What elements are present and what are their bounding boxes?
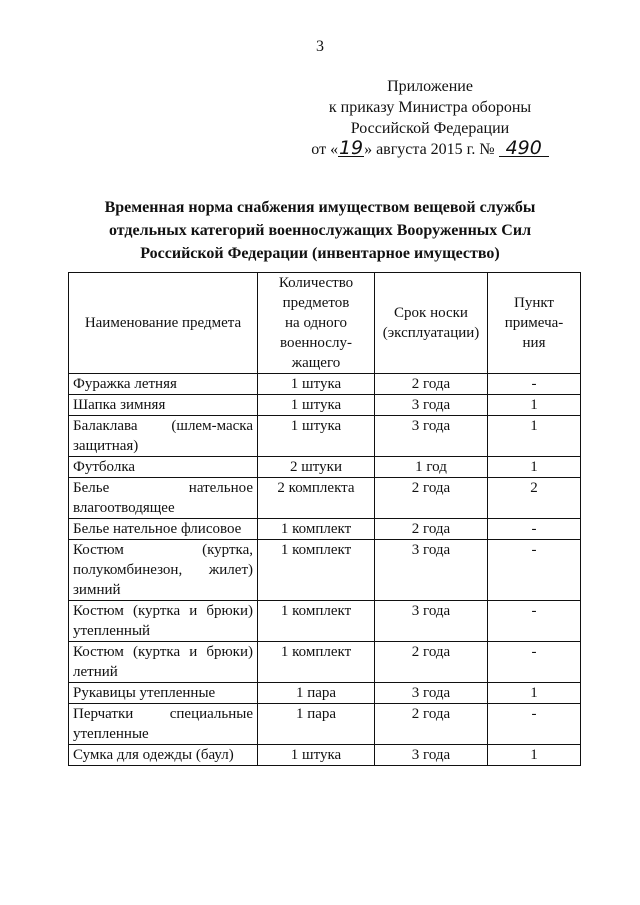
cell-name: Рукавицы утепленные	[69, 683, 258, 704]
cell-name: Шапка зимняя	[69, 395, 258, 416]
header-note-line: Пункт	[513, 295, 554, 311]
table-row	[69, 519, 581, 540]
appendix-line-2: к приказу Министра обороны	[328, 99, 532, 116]
title-line-2: отдельных категорий военнослужащих Вооруженных Сил	[108, 222, 532, 239]
table-row	[69, 683, 581, 704]
cell-quantity: 1 комплект	[258, 601, 375, 642]
cell-note: -	[488, 601, 581, 642]
table-row	[69, 704, 581, 745]
header-note	[488, 273, 581, 374]
appendix-line-3: Российской Федерации	[350, 120, 510, 137]
header-quantity-line: военнослу-	[280, 335, 352, 351]
cell-note: 1	[488, 416, 581, 457]
cell-quantity: 1 комплект	[258, 540, 375, 601]
cell-name: Сумка для одежды (баул)	[69, 745, 258, 766]
cell-term: 3 года	[375, 416, 488, 457]
cell-term: 2 года	[375, 374, 488, 395]
cell-note: 1	[488, 683, 581, 704]
cell-quantity: 1 комплект	[258, 642, 375, 683]
title-line-3: Российской Федерации (инвентарное имущество)	[140, 245, 500, 262]
cell-quantity: 2 штуки	[258, 457, 375, 478]
table-row	[69, 395, 581, 416]
cell-note: 1	[488, 457, 581, 478]
cell-quantity: 1 штука	[258, 416, 375, 457]
header-name: Наименование предмета	[69, 273, 258, 374]
header-note-line: ния	[522, 335, 546, 351]
date-prefix: от «	[311, 141, 339, 158]
cell-term: 2 года	[375, 478, 488, 519]
cell-note: -	[488, 519, 581, 540]
cell-name: Футболка	[69, 457, 258, 478]
cell-term: 1 год	[375, 457, 488, 478]
table-row	[69, 416, 581, 457]
date-suffix: » августа 2015 г. №	[364, 141, 495, 158]
cell-quantity: 1 штука	[258, 745, 375, 766]
header-quantity-line: Количество	[278, 275, 354, 291]
cell-note: 1	[488, 745, 581, 766]
header-note-line: примеча-	[504, 315, 564, 331]
cell-term: 2 года	[375, 704, 488, 745]
cell-name: Костюм (куртка и брюки) летний	[69, 642, 258, 683]
header-quantity-line: на одного	[285, 315, 347, 331]
table-row	[69, 457, 581, 478]
table-row	[69, 478, 581, 519]
table-row	[69, 374, 581, 395]
header-quantity	[258, 273, 375, 374]
header-term-line: Срок носки	[394, 305, 468, 321]
title-line-1: Временная норма снабжения имуществом вещевой службы	[104, 199, 536, 216]
cell-name: Белье нательное флисовое	[69, 519, 258, 540]
cell-term: 2 года	[375, 519, 488, 540]
cell-name: Костюм (куртка, полукомбинезон, жилет) зимний	[69, 540, 258, 601]
cell-name: Перчатки специальные утепленные	[69, 704, 258, 745]
appendix-line-1: Приложение	[387, 78, 473, 95]
cell-name: Балаклава (шлем-маска защитная)	[69, 416, 258, 457]
cell-quantity: 1 пара	[258, 683, 375, 704]
cell-name: Белье нательное влагоотводящее	[69, 478, 258, 519]
cell-term: 3 года	[375, 395, 488, 416]
cell-term: 2 года	[375, 642, 488, 683]
cell-quantity: 1 комплект	[258, 519, 375, 540]
cell-quantity: 1 пара	[258, 704, 375, 745]
cell-quantity: 1 штука	[258, 374, 375, 395]
table-header-row	[69, 273, 581, 374]
header-quantity-line: жащего	[291, 355, 341, 371]
cell-note: 1	[488, 395, 581, 416]
cell-term: 3 года	[375, 540, 488, 601]
table-row	[69, 745, 581, 766]
cell-note: -	[488, 540, 581, 601]
norms-table	[68, 272, 581, 766]
cell-note: 2	[488, 478, 581, 519]
cell-note: -	[488, 704, 581, 745]
cell-name: Костюм (куртка и брюки) утепленный	[69, 601, 258, 642]
document-title	[60, 196, 580, 265]
cell-quantity: 1 штука	[258, 395, 375, 416]
cell-term: 3 года	[375, 745, 488, 766]
handwritten-order-number: 490	[499, 140, 549, 157]
table-row	[69, 642, 581, 683]
cell-quantity: 2 комплекта	[258, 478, 375, 519]
header-term-line: (эксплуатации)	[382, 325, 480, 341]
table-row	[69, 601, 581, 642]
cell-term: 3 года	[375, 601, 488, 642]
order-date-line	[300, 139, 560, 160]
cell-term: 3 года	[375, 683, 488, 704]
cell-note: -	[488, 642, 581, 683]
handwritten-day: 19	[338, 137, 364, 159]
appendix-header	[300, 76, 560, 160]
cell-name: Фуражка летняя	[69, 374, 258, 395]
cell-note: -	[488, 374, 581, 395]
header-term	[375, 273, 488, 374]
table-body	[69, 374, 581, 766]
table-row	[69, 540, 581, 601]
page-number: 3	[316, 38, 324, 55]
header-quantity-line: предметов	[282, 295, 350, 311]
